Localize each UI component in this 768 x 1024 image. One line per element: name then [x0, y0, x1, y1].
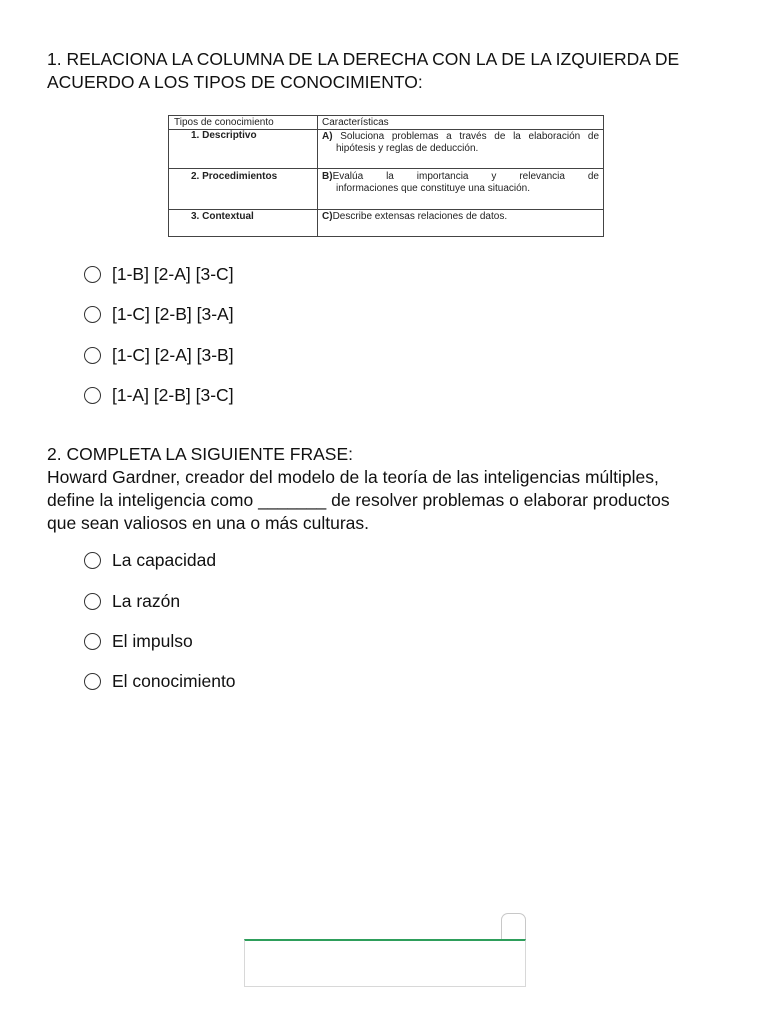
question-2-title-line-4: que sean valiosos en una o más culturas. — [47, 513, 369, 533]
knowledge-types-table — [168, 115, 604, 237]
q1-option-1[interactable] — [84, 261, 234, 287]
radio-button[interactable] — [84, 306, 101, 323]
question-1-title-line-1: 1. RELACIONA LA COLUMNA DE LA DERECHA CON LA DE LA IZQUIERDA DE — [47, 49, 680, 69]
table-type-cell: 3. Contextual — [191, 211, 254, 222]
table-type-cell: 1. Descriptivo — [191, 130, 257, 141]
question-2-title — [47, 443, 747, 535]
corner-widget[interactable] — [501, 913, 526, 939]
q1-option-4[interactable] — [84, 382, 234, 408]
q2-option-4[interactable] — [84, 668, 236, 694]
option-label: El conocimiento — [112, 670, 236, 691]
table-header-characteristics: Características — [322, 117, 389, 128]
table-characteristic-cell — [322, 211, 599, 223]
q2-option-3[interactable] — [84, 628, 193, 654]
table-row — [169, 210, 603, 237]
option-label: El impulso — [112, 630, 193, 651]
q2-option-2[interactable] — [84, 588, 180, 614]
q1-option-3[interactable] — [84, 342, 234, 368]
table-type-cell: 2. Procedimientos — [191, 171, 278, 182]
table-characteristic-text: Soluciona problemas a través de la elaboración de — [340, 131, 599, 142]
table-characteristic-cell — [322, 171, 599, 195]
table-characteristic-letter: C) — [322, 211, 333, 222]
option-label: [1-C] [2-B] [3-A] — [112, 303, 234, 324]
table-header-row — [169, 116, 603, 130]
radio-button[interactable] — [84, 347, 101, 364]
table-characteristic-text: Describe extensas relaciones de datos. — [332, 211, 508, 222]
radio-button[interactable] — [84, 633, 101, 650]
table-header-types: Tipos de conocimiento — [174, 117, 274, 128]
question-1-title-line-2: ACUERDO A LOS TIPOS DE CONOCIMIENTO: — [47, 72, 423, 92]
radio-button[interactable] — [84, 387, 101, 404]
question-2-title-line-2: Howard Gardner, creador del modelo de la teoría de las inteligencias múltiples, — [47, 467, 659, 487]
table-characteristic-letter: A) — [322, 131, 333, 142]
table-characteristic-letter: B) — [322, 171, 333, 182]
question-2-title-line-1: 2. COMPLETA LA SIGUIENTE FRASE: — [47, 444, 354, 464]
radio-button[interactable] — [84, 593, 101, 610]
table-characteristic-text-cont: informaciones que constituye una situación. — [336, 183, 531, 194]
radio-button[interactable] — [84, 673, 101, 690]
option-label: [1-B] [2-A] [3-C] — [112, 263, 234, 284]
option-label: La capacidad — [112, 549, 217, 570]
q1-option-2[interactable] — [84, 301, 234, 327]
option-label: [1-A] [2-B] [3-C] — [112, 384, 234, 405]
table-characteristic-text: Evalúa la importancia y relevancia de — [332, 171, 599, 182]
option-label: [1-C] [2-A] [3-B] — [112, 344, 234, 365]
option-label: La razón — [112, 590, 181, 611]
table-row — [169, 130, 603, 169]
question-1-title — [47, 48, 747, 94]
table-row — [169, 169, 603, 210]
table-characteristic-cell — [322, 131, 599, 155]
answer-box[interactable] — [244, 939, 526, 987]
q2-option-1[interactable] — [84, 547, 216, 573]
radio-button[interactable] — [84, 552, 101, 569]
table-characteristic-text-cont: hipótesis y reglas de deducción. — [336, 143, 479, 154]
radio-button[interactable] — [84, 266, 101, 283]
question-2-title-line-3: define la inteligencia como _______ de resolver problemas o elaborar productos — [47, 490, 670, 510]
